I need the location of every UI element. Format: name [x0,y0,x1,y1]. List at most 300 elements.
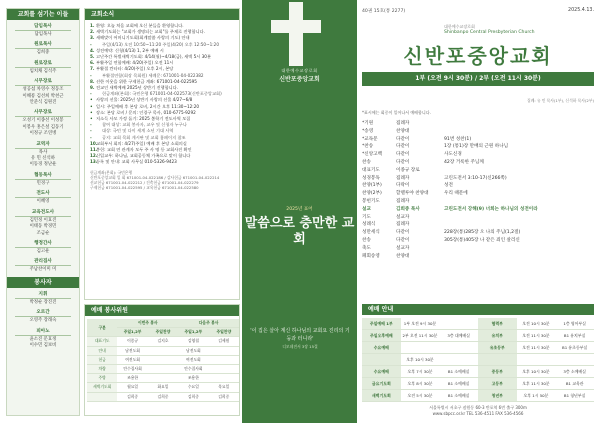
staff-group-names [7,337,79,350]
staff-group-label: 원로목사 [34,42,52,48]
volunteers-cell: 남전도회 [117,346,147,355]
staff-name-line: 목사 [38,149,48,155]
notices-panel [84,8,240,300]
volunteers-cell: 김영철 [178,337,208,346]
worship-cell: 오후 7시 30분 [401,366,440,378]
worship-cell: B1 유초등부실 [555,342,594,354]
footer-line: www.sbpcc.or.kr TEL 536-4511 FAX 536-4566 [432,411,524,416]
church-denomination: 대한예수교장로회 [444,24,475,29]
staff-group-names [7,267,79,273]
notice-number: 2. [90,29,95,35]
volunteers-panel [84,304,240,416]
order-detail: 42장 거룩한 주님께 [444,159,484,165]
order-row [362,245,594,253]
order-detail: 사도신경 [444,152,462,158]
notice-text: 공지: 교회 목회 게시판 및 교회 홈페이지 참조 [102,134,186,140]
order-item: *교독문 [362,136,378,142]
order-leader: 찬양대 [396,253,410,259]
staff-group-label: 원로장로 [34,60,52,66]
staff-name-line: 이정규 조연병 [29,131,57,137]
notice-text: 저소득 사모 가정 돕기: 2025 봄학기 전도사역 모집 [96,116,191,122]
notice-number: 8. [90,78,95,84]
worship-cell: B1 청년부실 [555,390,594,402]
notice-text: 헌금계좌(본회): 국민은행 671001-04-022573(신반포중앙교회) [102,91,222,97]
staff-name-line: 윤소진 문효정 [29,336,57,342]
worship-cell [478,354,517,366]
staff-divider [15,148,71,149]
worship-table [362,318,594,402]
staff-group-label: 시무장로 [34,79,52,85]
order-detail: 고린도전서 3:10-17(신266쪽) [444,175,507,181]
staff-group-names [7,32,79,38]
notice-text: 신입교우: 하나님, 교회공동체 가족으로 맞이 합니다 [96,153,191,159]
volunteers-cell: 김희중 [117,392,147,401]
staff-group-label: 교육전도사 [31,209,55,215]
volunteers-cell: 월요일 [117,383,147,392]
staff-group-label: 오르간 [36,310,50,316]
notice-text: 장소: 본당 로비 / 문의: 인경구 목사, 010-6775-9292 [96,109,196,115]
volunteers-cell [148,355,178,364]
table-row [362,390,594,402]
service-times: 1부 (오전 9시 30분) / 2부 (오전 11시 30분) [362,72,594,86]
worship-cell: 유치부 [478,330,517,342]
staff-name-line: 이혜영 [36,199,50,205]
notice-number: - [90,128,92,134]
order-item: 성경봉독 [362,175,380,181]
table-row [362,354,594,366]
order-item: 찬송 [362,237,371,243]
order-row [362,167,594,175]
banner-denomination: 대한예수교장로회 [281,68,318,73]
volunteers-row-label: 안내 [87,346,117,355]
worship-cell: 중등부 [478,366,517,378]
staff-group-label: 행정간사 [34,240,52,246]
worship-cell: 오후 1시 50분 [517,390,556,402]
order-detail: 우리 때문에 [444,191,468,197]
footer-line: 서울특별시 서초구 잠원동 60-3 반포역 6번 출구 300m [429,405,527,410]
worship-cell: 주일예배 1부 [362,318,401,330]
order-row [362,128,594,136]
staff-name-line: 조금순 [36,230,50,236]
volunteers-cell: 여전도회 [178,355,208,364]
notice-text: 사랑의 선물: 2025년 상반기 사랑의 선물 4/27~6/8 [96,97,193,103]
staff-group-names [7,181,79,187]
order-row [362,229,594,237]
order-leader: 집례자 [396,198,410,204]
order-item: 기도 [362,214,371,220]
order-row [362,237,594,245]
worship-info-panel [362,304,594,416]
order-detail: 91번 성찬(1) [444,136,472,142]
notice-number: • [90,103,93,109]
table-row [87,374,239,383]
volunteers-week-row [87,319,239,328]
church-english-name: Shinbanpo Central Presbyterian Church [444,30,535,35]
order-detail: 성전 [444,183,453,189]
table-row [87,383,239,392]
worship-title: 예배 안내 [362,304,594,315]
order-detail: 228장(통)285장 오 나의 주님(1,2절) [444,230,521,236]
staff-group-names [7,300,79,306]
order-leader: 다같이 [396,159,410,165]
staff-name-line: 오성기 이종선 이성봉 [22,118,64,124]
notice-text: 선한 이웃을 위한 구제헌금 계좌: 671001-04-022595 [96,78,197,84]
staff-title: 교회를 섬기는 이들 [7,9,79,20]
order-leader: 김희중 목사 [396,206,420,212]
issue-number: 40권 15호(통 2277) [362,9,406,14]
volunteers-cell: 조용한 [178,374,208,383]
motto: 말씀으로 충만한 교회 [244,216,355,247]
motto-year: 2025년 표어 [286,207,313,212]
volunteers-cell [148,365,178,374]
volunteers-sub-header: 주일찬양 [209,328,239,337]
notice-number: 13. [90,159,98,165]
notice-number: • [90,97,93,103]
staff-group-label: 피아노 [36,328,50,334]
notice-number: 3. [90,35,95,41]
volunteers-cell [148,374,178,383]
account-line: 신반포중앙교회 일 회 671001-04-022186 / 감사헌금 671001-04-022214 [90,174,220,180]
worship-cell: 오전 11시 30분 [517,342,556,354]
volunteers-cell: 목요일 [209,383,239,392]
notice-text: 새벽기도회는 "교회가 생명되는 교회"를 주제로 진행합니다. [96,29,205,35]
order-leader: 찬양대 [396,128,410,134]
worship-cell [362,354,401,366]
staff-name-line: 안준식 김원진 [29,100,57,106]
notice-text: 대상: 국민 및 다이 세계 소년 기대 사역 [102,128,174,134]
order-item: 성만세식 [362,230,380,236]
staff-group-names [7,218,79,237]
notice-number: 9. [90,85,95,91]
notice-text: 전교인 새벽예배 2025년 상반기 진행합니다. [96,85,179,91]
volunteers-cell [209,365,239,374]
worship-cell: 오후 10시 30분 [401,354,440,366]
volunteers-cell [209,355,239,364]
order-row [362,182,594,190]
order-detail [444,120,594,128]
order-leader: 다같이 [396,136,410,142]
notice-number: • [90,109,93,115]
order-detail [444,167,594,175]
notice-text: 봉헌: 교회 연 관계자 모두 주 사 명 등 교회사진 확인 [96,147,192,153]
order-detail: 고린도전서 강해(9) 너희는 하나님의 성전이라 [444,206,538,212]
staff-name-line: 유 민 신석하 [31,156,55,162]
staff-name-line: 주남찬이미 미 [29,267,57,273]
cover-banner [242,0,357,423]
worship-cell [401,342,440,354]
volunteers-row-label: 대표기도 [87,337,117,346]
notice-text: 주일(4/13) 오전 10:50~11:20 주일(4/20) 오후 12:50~1:20 [102,41,219,47]
order-item: 폐회송영 [362,253,380,259]
table-row [362,318,594,330]
staff-group-names [7,249,79,255]
volunteers-col-header: 구분 [87,319,117,337]
account-line: 헌금계좌(본회): 국민은행 [90,169,133,175]
verse-text: '이 집은 살아 계신 하나님의 교회요 진리의 기둥과 터니라' [250,328,350,342]
order-row [362,198,594,206]
staff-group-label: 교역자 [36,141,50,147]
order-row [362,214,594,222]
order-row [362,136,594,144]
table-row [87,346,239,355]
volunteers-col-header: 다음주 봉사 [178,319,239,328]
staff-name-line: 김민정 이효진 [29,217,57,223]
order-detail [444,253,594,261]
order-row [362,143,594,151]
staff-divider [15,298,71,299]
notice-text: 환영: 오늘 처음 교회에 오신 분들을 환영합니다. [96,23,184,28]
worship-cell: 오전 5시 30분 [401,390,440,402]
volunteers-row-label: 헌금 [87,355,117,364]
order-row [362,175,594,183]
order-leader: 다같이 [396,144,410,150]
order-item: 성례식 [362,222,376,228]
volunteers-cell: 김세원 [209,337,239,346]
volunteers-cell: 이종규 [117,337,147,346]
worship-cell: 금요기도회 [362,378,401,390]
volunteers-cell: 김희중 [148,392,178,401]
bulletin-date: 2025.4.13. [568,8,594,13]
order-leader: 설교자 [396,245,410,251]
table-row [87,337,239,346]
order-leader: 다같이 [396,230,410,236]
worship-cell: 3층 대예배실 [439,330,478,342]
volunteers-cell: 김희중 [178,392,208,401]
staff-name-line: 민경구 [36,180,50,186]
order-item: 봉헌기도 [362,198,380,204]
volunteers-cell: 안수집사회 [117,365,147,374]
volunteers-row-label: 차량 [87,365,117,374]
table-row [87,355,239,364]
table-row [362,342,594,354]
verse [250,328,350,351]
volunteers-cell [148,346,178,355]
staff-name-line: 이봉우 홍은설 김동기 [22,124,64,130]
worship-cell: 3층 소예배실 [555,366,594,378]
notice-number: - [90,72,92,78]
worship-cell: 고등부 [478,378,517,390]
church-address [362,405,594,417]
staff-group-names [7,69,79,75]
staff-name-line: 박정순 장진진 [29,299,57,305]
staff-group-names [7,50,79,56]
staff-name-line: 오영주 장래숙 [29,318,57,324]
table-row [362,330,594,342]
worship-cell [555,354,594,366]
staff-divider [15,67,71,68]
volunteers-cell [209,374,239,383]
volunteers-row-label [87,392,117,401]
worship-cell: B1 소예배실 [439,390,478,402]
worship-cell: B1 소예배실 [439,378,478,390]
volunteers-cell: 화요일 [148,383,178,392]
notice-text: 교회부서 회의: 4/27(주일) 예배 후 본당 소회의실 [96,140,187,146]
banner-church-name [242,68,357,83]
notice-number: 10. [90,140,98,146]
notice-number: - [90,41,92,47]
order-detail [444,221,594,229]
order-detail: 1장 (통1)장 만배의 근원 하나님 [444,144,509,150]
order-leaders-text: 집례: 유 민 목사(1부), 신석하 목사(2부) [527,98,594,103]
notice-number: 1. [90,23,95,28]
staff-divider [15,30,71,31]
volunteers-cell: 여전도회 [117,355,147,364]
verse-reference: 디모데전서 3장 15절 [282,344,318,349]
notice-text: 부활절 칸타타: 4/20(주일) 오후 2시, 본당 [96,66,174,72]
staff-name-line: 이태동 박경민 [29,224,57,230]
notice-text: 참여 대상: 교회 봉사자, 교우 및 신청자 누구나 [102,122,187,128]
order-item: 찬양(2부) [362,191,382,197]
staff-group-label: 사무장로 [34,110,52,116]
order-rows [362,120,594,260]
order-row [362,190,594,198]
order-leader: 집례자 [396,222,410,228]
table-row [87,392,239,401]
worship-cell: 청년부 [478,390,517,402]
volunteers-title: 예배 봉사위원 [85,305,239,316]
worship-cell [439,342,478,354]
order-row [362,221,594,229]
notice-number: 6. [90,60,95,66]
order-note: *표시에는 회중이 일어나서 예배합니다. [362,110,431,115]
notice-number: 4. [90,47,95,53]
volunteers-table [87,319,239,402]
account-info [85,166,239,191]
table-row [87,365,239,374]
staff-volunteer-heading: 봉사자 [7,277,79,288]
order-item: *송영 [362,128,374,134]
staff-group-label: 지휘 [38,291,48,297]
worship-cell [517,354,556,366]
worship-cell: 오후 10시 30분 [517,366,556,378]
staff-name-line: 김희중 [36,50,50,56]
worship-cell [439,318,478,330]
staff-group-names [7,150,79,169]
order-row [362,151,594,159]
volunteers-cell: 수요일 [178,383,208,392]
worship-cell: 1부 오전 9시 30분 [401,318,440,330]
volunteers-cell: 남전도회 [178,346,208,355]
order-item: 찬양(1부) [362,183,382,189]
order-leader: 설교자 [396,214,410,220]
worship-cell: 1층 영어부실 [555,318,594,330]
staff-divider [15,247,71,248]
order-row [362,253,594,261]
worship-cell: 오후 11시 30분 [517,378,556,390]
volunteers-row-label: 주방 [87,374,117,383]
staff-name-line: 성공섭 차영수 정동조 [22,87,64,93]
order-item: 설교 [362,206,371,212]
volunteers-cell: 김희중 [209,392,239,401]
notice-number: - [90,91,92,97]
worship-cell: 주일오후예배 [362,330,401,342]
staff-name-line: 임치채 김석주 [29,68,57,74]
staff-groups [7,23,79,349]
notice-item [90,159,234,165]
order-leader: 다같이 [396,152,410,158]
order-leader: 이종규 장로 [396,167,420,173]
worship-cell: 오후 8시 30분 [401,378,440,390]
order-row [362,120,594,128]
worship-cell: B1 소예배실 [439,366,478,378]
order-detail [444,128,594,136]
church-subtitle [444,24,535,35]
church-title: 신반포중앙교회 [403,44,553,68]
staff-name-line: 김고운 [36,248,50,254]
notice-number: • [90,116,93,122]
worship-cell: 유초등부 [478,342,517,354]
notice-list [85,20,239,166]
order-leader: 집례자 [396,121,410,126]
notice-text: 일시: 주일예배 후 본당 로비, 2시간 오후 11:30~12:20 [96,103,200,109]
order-item: *찬송 [362,144,374,150]
notice-text: 새해맞이 어머니기도회(회계말씀 사랑의 기도) 안내 [96,35,190,41]
worship-cell: 새벽기도회 [362,390,401,402]
volunteers-cell [209,346,239,355]
staff-name-line: 이동경 정난운 [29,162,57,168]
notice-number: 5. [90,54,95,60]
order-leader: 다락이 [396,183,410,189]
account-line: 구제헌금 671001-04-022595 / 교육헌금 671001-04-022580 [90,185,199,191]
order-row [362,159,594,167]
worship-cell: 협력부 [478,318,517,330]
staff-divider [15,335,71,336]
volunteers-cell: 김지호 [148,337,178,346]
order-item: *기원 [362,121,374,126]
notice-number: 11. [90,147,98,153]
staff-name-line: 담임목사 [34,32,52,37]
staff-divider [15,316,71,317]
worship-cell: 오전 11시 30분 [517,330,556,342]
account-line: 선교헌금 671001-04-022212 / 건축헌금 671001-04-022279 [90,180,199,186]
notice-text: 고난주간 특별새벽기도회: 4/14(월)~4/18(금), 새벽 5시 30분 [96,54,212,60]
worship-cell: 수요예배 [362,366,401,378]
order-detail [444,245,594,253]
worship-cell: B1 유치부실 [555,330,594,342]
notice-text: 성전예약: 신청(4/13) 1, 2부 예배 시 [96,47,164,53]
volunteers-sub-header: 주일1,2부 [178,328,208,337]
notices-title: 교회소식 [85,9,239,20]
order-leader: 집례자 [396,175,410,181]
worship-cell [439,354,478,366]
order-leader: 다같이 [396,237,410,243]
banner-name-big: 신반포중앙교회 [279,76,320,83]
notice-text: 부활주일 연합예배: 4/20(주일) 오전 11시 [96,60,174,66]
order-item: *신앙고백 [362,152,383,158]
order-detail [444,214,594,222]
staff-group-label: 전도사 [36,191,50,197]
worship-cell: 수요예배 [362,342,401,354]
volunteers-sub-header: 주일1,2부 [117,328,147,337]
volunteers-col-header: 이번주 봉사 [117,319,178,328]
staff-divider [15,216,71,217]
order-item: 찬송 [362,159,371,165]
staff-name-line: 이수민 김보비 [29,342,57,348]
table-row [362,366,594,378]
notice-number: 7. [90,66,95,72]
volunteers-row-label: 새벽기도회 [87,383,117,392]
order-item: 축도 [362,245,371,251]
staff-group-names [7,87,79,106]
staff-group-label: 관리집사 [34,259,52,265]
staff-name-line: 이해룡 김선희 박천근 [22,93,64,99]
notice-number: 12. [90,153,98,159]
order-leader: 할렐루야 찬양대 [396,191,429,197]
staff-group-names [7,118,79,137]
staff-divider [15,179,71,180]
order-item: 대표기도 [362,167,380,173]
volunteers-cell: 안수집사회 [178,365,208,374]
